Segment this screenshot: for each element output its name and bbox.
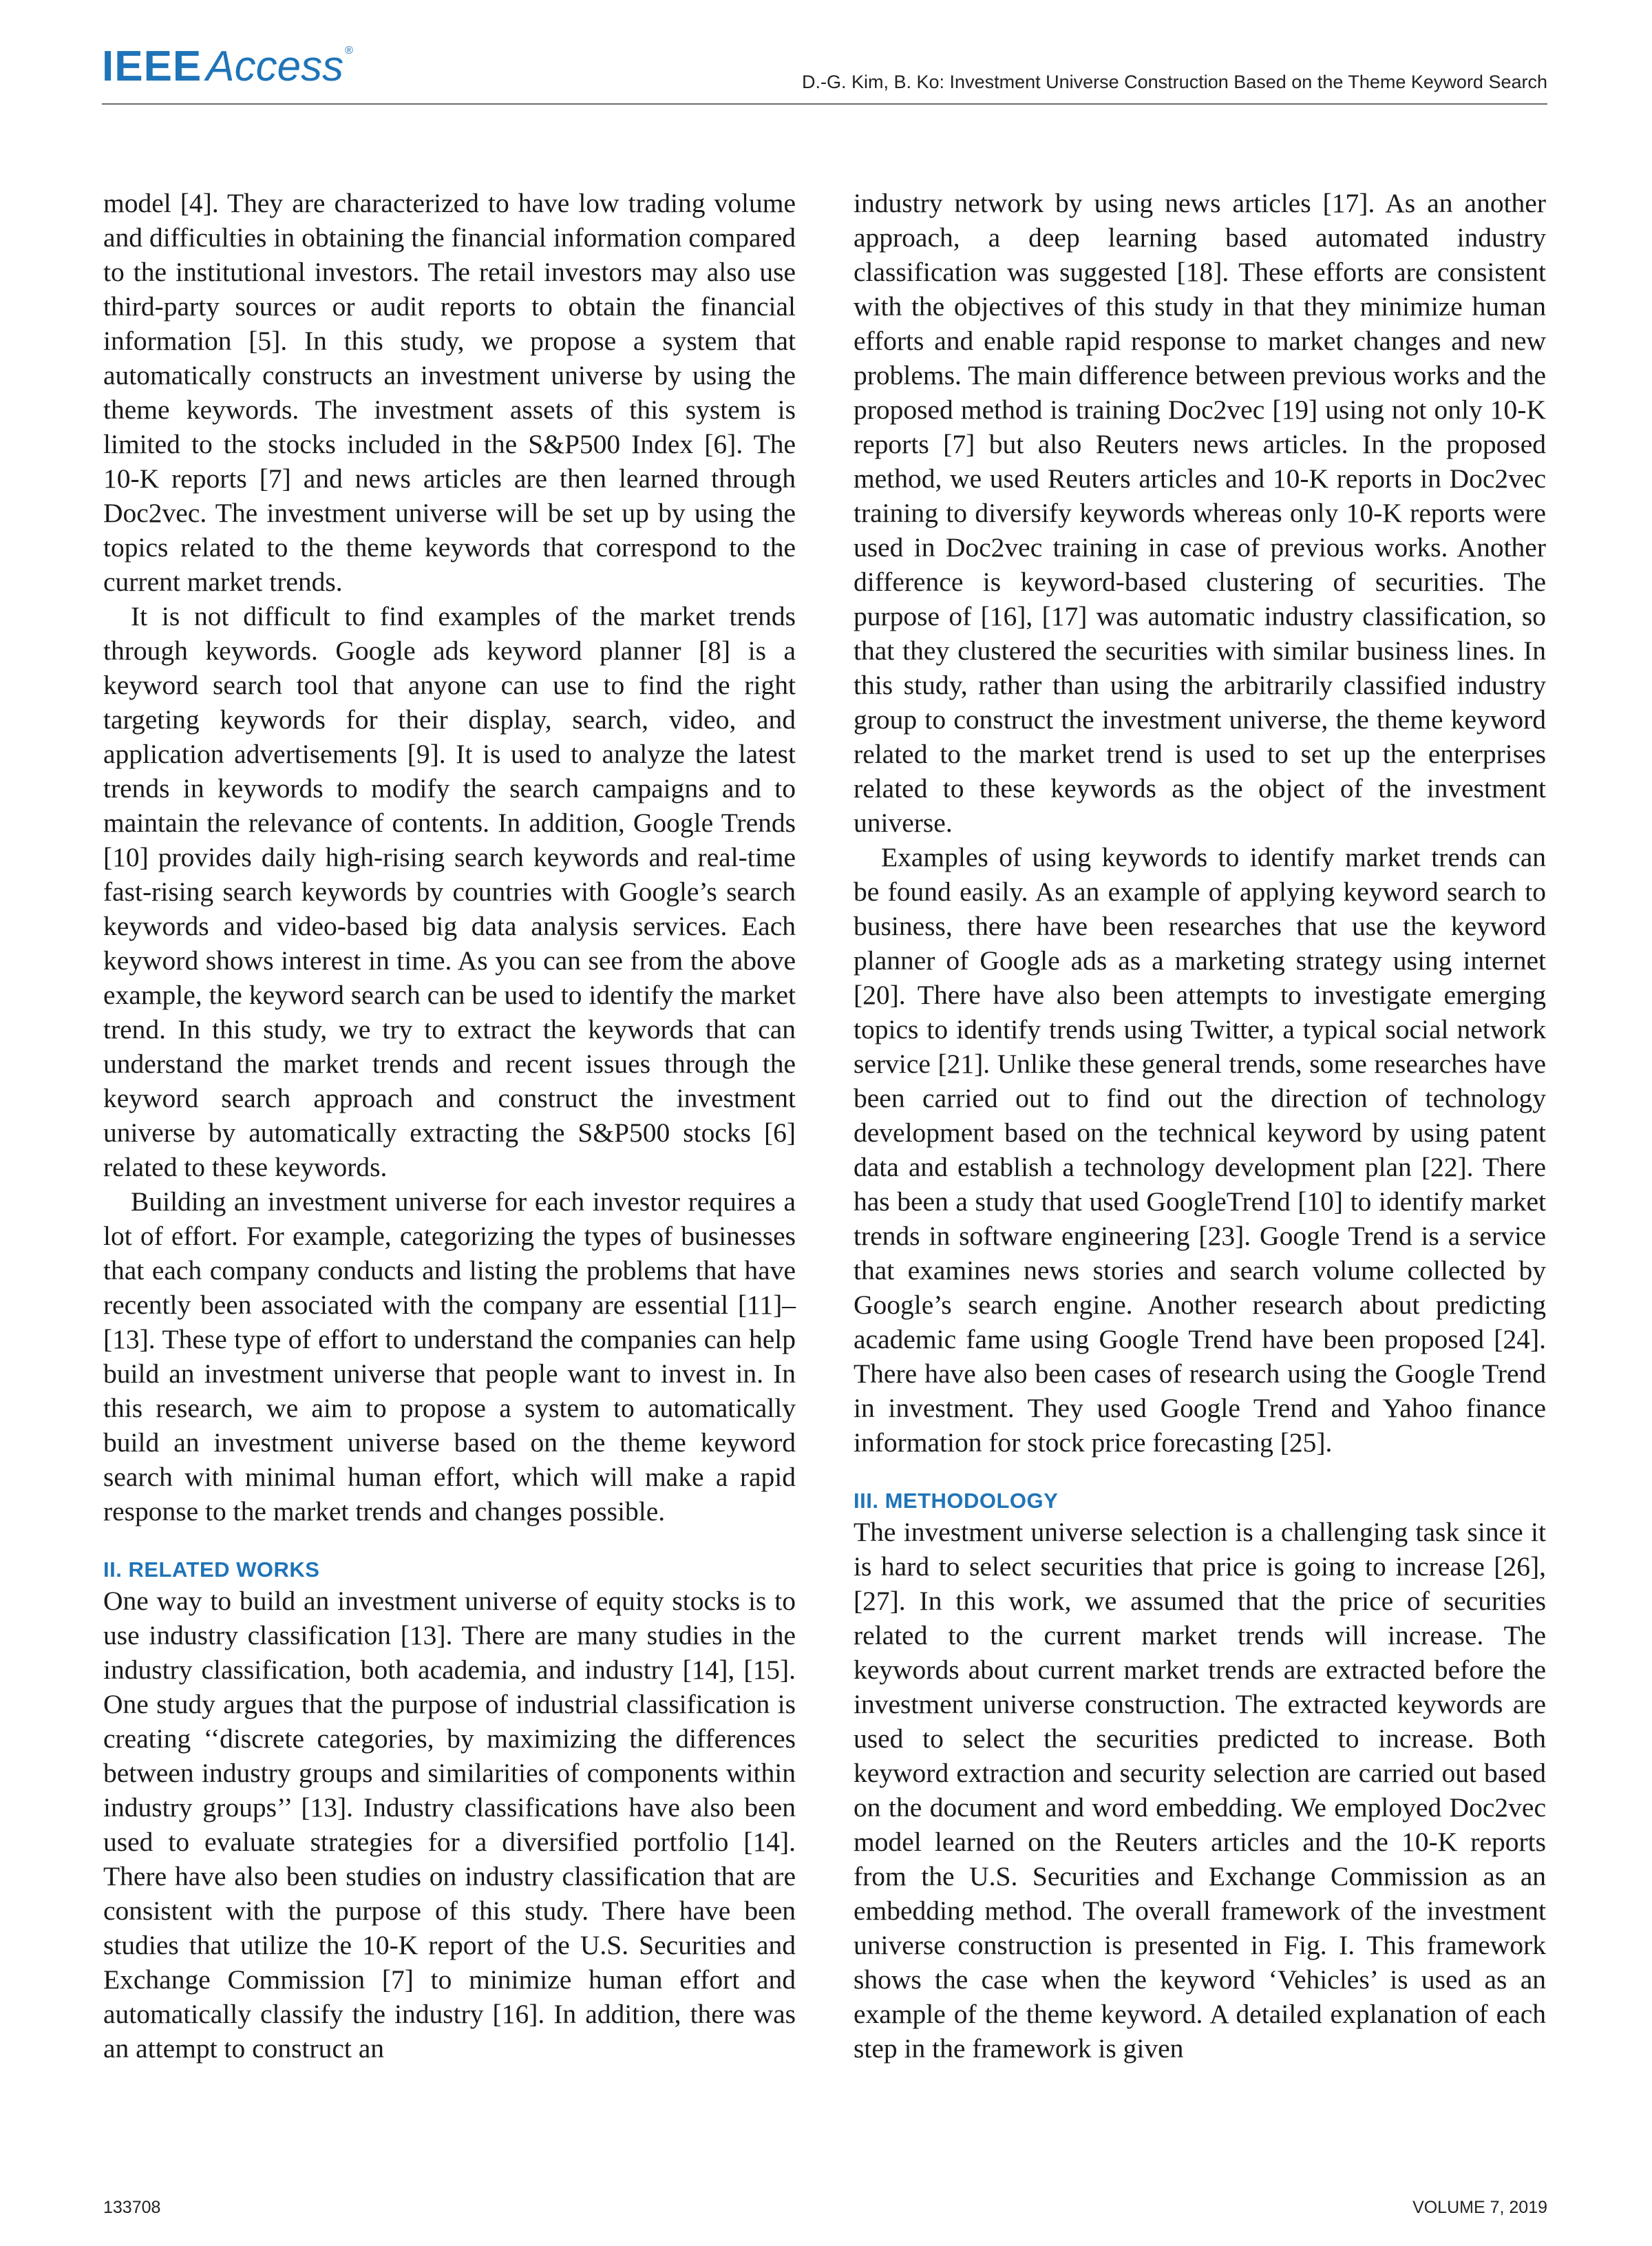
running-title: D.-G. Kim, B. Ko: Investment Universe Construction Based on the Theme Keyword Search: [802, 72, 1547, 92]
left-column: [103, 186, 796, 2066]
paragraph: Building an investment universe for each investor requires a lot of effort. For example, categorizing the types of businesses that each company conducts and listing the problems that have recently been associated with the company are essential [11]–[13]. These type of effort to understand the companies can help build an investment universe that people want to invest in. In this research, we aim to propose a system to automatically build an investment universe based on the theme keyword search with minimal human effort, which will make a rapid response to the market trends and changes possible.: [103, 1186, 796, 1526]
right-column: [854, 186, 1546, 2066]
logo-bold-text: IEEE: [102, 43, 202, 90]
paragraph: The investment universe selection is a challenging task since it is hard to select securities that price is going to increase [26], [27]. In this work, we assumed that the price of securities related to the current market trends will increase. The keywords about current market trends are extracted before the investment universe construction. The extracted keywords are used to select the securities predicted to increase. Both keyword extraction and security selection are carried out based on the document and word embedding. We employed Doc2vec model learned on the Reuters articles and the 10-K reports from the U.S. Securities and Exchange Commission as an embedding method. The overall framework of the investment universe construction is presented in Fig. I. This framework shows the case when the keyword ‘Vehicles’ is used as an example of the theme keyword. A detailed explanation of each step in the framework is given: [854, 1517, 1546, 2064]
page-number: 133708: [103, 2198, 161, 2217]
logo-light-text: Access: [206, 43, 344, 90]
section-heading-methodology: III. METHODOLOGY: [854, 1489, 1059, 1513]
paragraph: model [4]. They are characterized to have low trading volume and difficulties in obtaining the financial information compared to the institutional investors. The retail investors may also use third-party sources or audit reports to obtain the financial information [5]. In this study, we propose a system that automatically constructs an investment universe by using the theme keywords. The investment assets of this system is limited to the stocks included in the S&P500 Index [6]. The 10-K reports [7] and news articles are then learned through Doc2vec. The investment universe will be set up by using the topics related to the theme keywords that correspond to the current market trends.: [103, 188, 796, 597]
paragraph: One way to build an investment universe of equity stocks is to use industry classification [13]. There are many studies in the industry classification, both academia, and industry [14], [15]. One study argues that the purpose of industrial classification is creating ‘‘discrete categories, by maximizing the differences between industry groups and similarities of components within industry groups’’ [13]. Industry classifications have also been used to evaluate strategies for a diversified portfolio [14]. There have also been studies on industry classification that are consistent with the purpose of this study. There have been studies that utilize the 10-K report of the U.S. Securities and Exchange Commission [7] to minimize human effort and automatically classify the industry [16]. In addition, there was an attempt to construct an: [103, 1586, 796, 2064]
paragraph: It is not difficult to find examples of the market trends through keywords. Google ads keyword planner [8] is a keyword search tool that anyone can use to find the right targeting keywords for their display, search, video, and application advertisements [9]. It is used to analyze the latest trends in keywords to modify the search campaigns and to maintain the relevance of contents. In addition, Google Trends [10] provides daily high-rising search keywords and real-time fast-rising search keywords by countries with Google’s search keywords and video-based big data analysis services. Each keyword shows interest in time. As you can see from the above example, the keyword search can be used to identify the market trend. In this study, we try to extract the keywords that can understand the market trends and recent issues through the keyword search approach and construct the investment universe by automatically extracting the S&P500 stocks [6] related to these keywords.: [103, 601, 796, 1182]
ieee-access-logo: [102, 45, 353, 88]
section-heading-related-works: II. RELATED WORKS: [103, 1557, 320, 1582]
logo-trademark: ®: [345, 45, 353, 56]
header-divider: [102, 103, 1547, 105]
paragraph: Examples of using keywords to identify market trends can be found easily. As an example of applying keyword search to business, there have been researches that use the keyword planner of Google ads as a marketing strategy using internet [20]. There have also been attempts to investigate emerging topics to identify trends using Twitter, a typical social network service [21]. Unlike these general trends, some researches have been carried out to find out the direction of technology development based on the technical keyword by using patent data and establish a technology development plan [22]. There has been a study that used GoogleTrend [10] to identify market trends in software engineering [23]. Google Trend is a service that examines news stories and search volume collected by Google’s search engine. Another research about predicting academic fame using Google Trend have been proposed [24]. There have also been cases of research using the Google Trend in investment. They used Google Trend and Yahoo finance information for stock price forecasting [25].: [854, 842, 1546, 1458]
volume-label: VOLUME 7, 2019: [1412, 2198, 1547, 2217]
paragraph: industry network by using news articles [17]. As an another approach, a deep learning based automated industry classification was suggested [18]. These efforts are consistent with the objectives of this study in that they minimize human efforts and enable rapid response to market changes and new problems. The main difference between previous works and the proposed method is training Doc2vec [19] using not only 10-K reports [7] but also Reuters news articles. In the proposed method, we used Reuters articles and 10-K reports in Doc2vec training to diversify keywords whereas only 10-K reports were used in Doc2vec training in case of previous works. Another difference is keyword-based clustering of securities. The purpose of [16], [17] was automatic industry classification, so that they clustered the securities with similar business lines. In this study, rather than using the arbitrarily classified industry group to construct the investment universe, the theme keyword related to the market trend is used to set up the enterprises related to these keywords as the object of the investment universe.: [854, 188, 1546, 838]
